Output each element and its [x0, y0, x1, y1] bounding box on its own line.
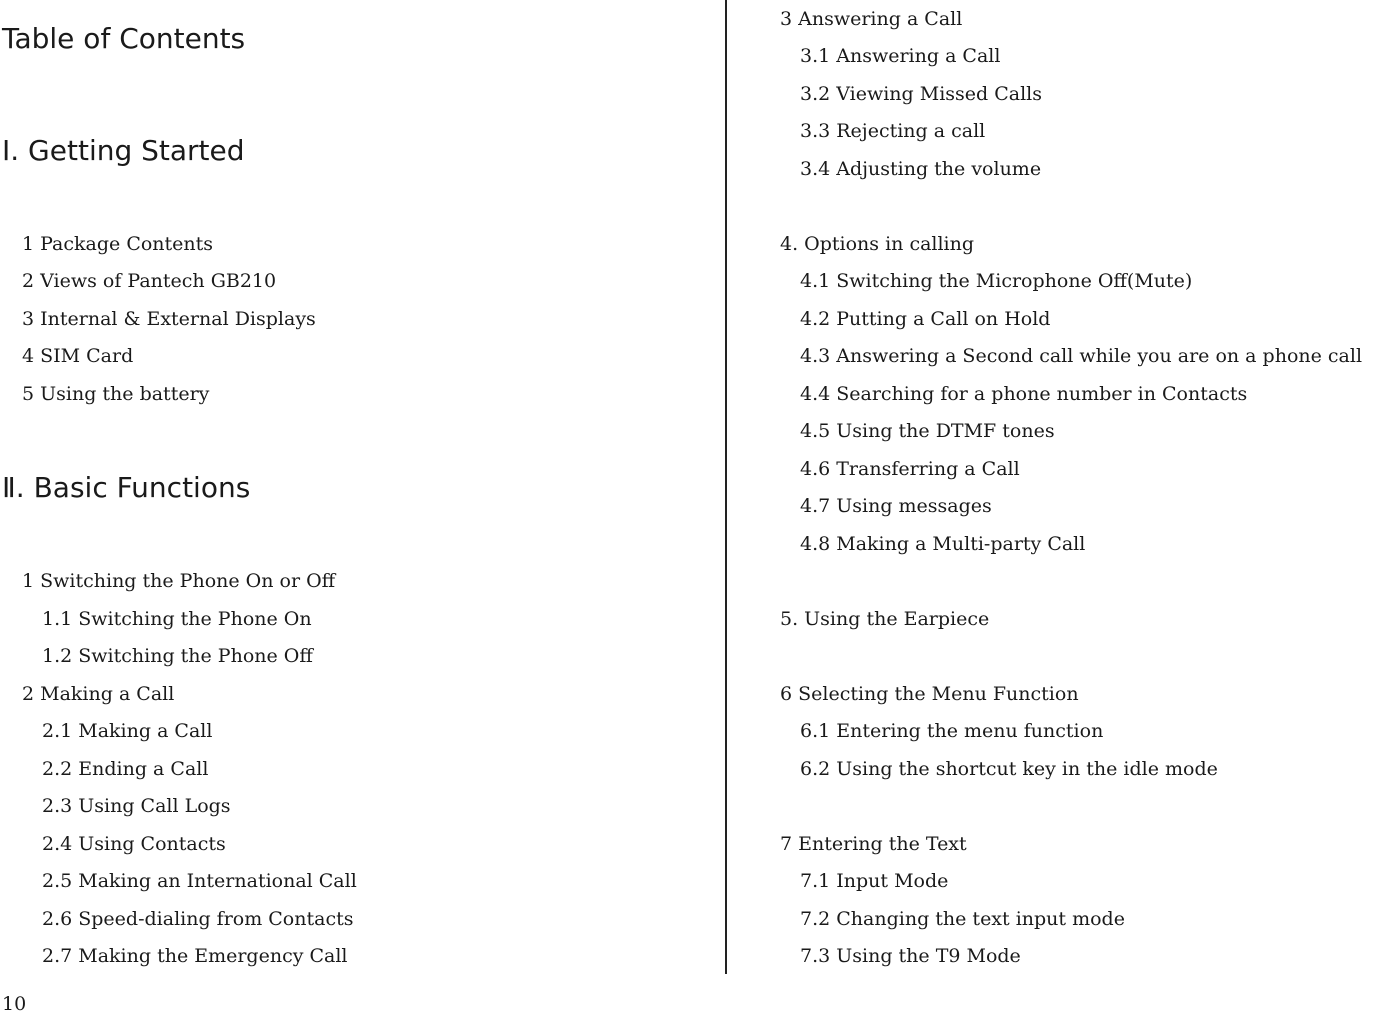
toc-subentry: 2.5 Making an International Call	[42, 870, 357, 892]
toc-subentry: 4.5 Using the DTMF tones	[800, 420, 1055, 442]
toc-subentry: 4.1 Switching the Microphone Off(Mute)	[800, 270, 1193, 292]
toc-subentry: 1.2 Switching the Phone Off	[42, 645, 313, 667]
toc-subentry: 2.6 Speed-dialing from Contacts	[42, 908, 354, 930]
toc-subentry: 2.4 Using Contacts	[42, 833, 226, 855]
toc-entry: 6 Selecting the Menu Function	[780, 683, 1079, 705]
toc-subentry: 2.3 Using Call Logs	[42, 795, 231, 817]
toc-subentry: 6.1 Entering the menu function	[800, 720, 1104, 742]
toc-entry: 4 SIM Card	[22, 345, 134, 367]
toc-subentry: 2.7 Making the Emergency Call	[42, 945, 348, 967]
section-heading-getting-started: Ⅰ. Getting Started	[2, 134, 245, 167]
section-heading-basic-functions: Ⅱ. Basic Functions	[2, 471, 251, 504]
toc-subentry: 3.1 Answering a Call	[800, 45, 1001, 67]
toc-subentry: 6.2 Using the shortcut key in the idle mode	[800, 758, 1218, 780]
toc-entry: 1 Switching the Phone On or Off	[22, 570, 336, 592]
toc-subentry: 4.3 Answering a Second call while you are on a phone call	[800, 345, 1363, 367]
toc-entry: 1 Package Contents	[22, 233, 214, 255]
toc-entry: 7 Entering the Text	[780, 833, 967, 855]
toc-subentry: 3.4 Adjusting the volume	[800, 158, 1042, 180]
toc-subentry: 4.4 Searching for a phone number in Contacts	[800, 383, 1248, 405]
toc-entry: 2 Making a Call	[22, 683, 175, 705]
toc-entry: 5. Using the Earpiece	[780, 608, 990, 630]
page-number: 10	[2, 993, 27, 1015]
toc-entry: 3 Internal & External Displays	[22, 308, 316, 330]
toc-subentry: 3.2 Viewing Missed Calls	[800, 83, 1042, 105]
toc-subentry: 7.3 Using the T9 Mode	[800, 945, 1021, 967]
toc-entry: 5 Using the battery	[22, 383, 210, 405]
toc-subentry: 7.1 Input Mode	[800, 870, 949, 892]
toc-entry: 3 Answering a Call	[780, 8, 963, 30]
column-divider	[725, 0, 727, 974]
toc-entry: 2 Views of Pantech GB210	[22, 270, 277, 292]
toc-subentry: 2.1 Making a Call	[42, 720, 213, 742]
toc-subentry: 7.2 Changing the text input mode	[800, 908, 1125, 930]
toc-entry: 4. Options in calling	[780, 233, 975, 255]
toc-subentry: 4.2 Putting a Call on Hold	[800, 308, 1051, 330]
toc-subentry: 4.6 Transferring a Call	[800, 458, 1020, 480]
toc-subentry: 3.3 Rejecting a call	[800, 120, 986, 142]
toc-subentry: 1.1 Switching the Phone On	[42, 608, 312, 630]
toc-subentry: 4.7 Using messages	[800, 495, 992, 517]
page-title: Table of Contents	[2, 22, 246, 55]
toc-subentry: 2.2 Ending a Call	[42, 758, 209, 780]
toc-subentry: 4.8 Making a Multi-party Call	[800, 533, 1086, 555]
